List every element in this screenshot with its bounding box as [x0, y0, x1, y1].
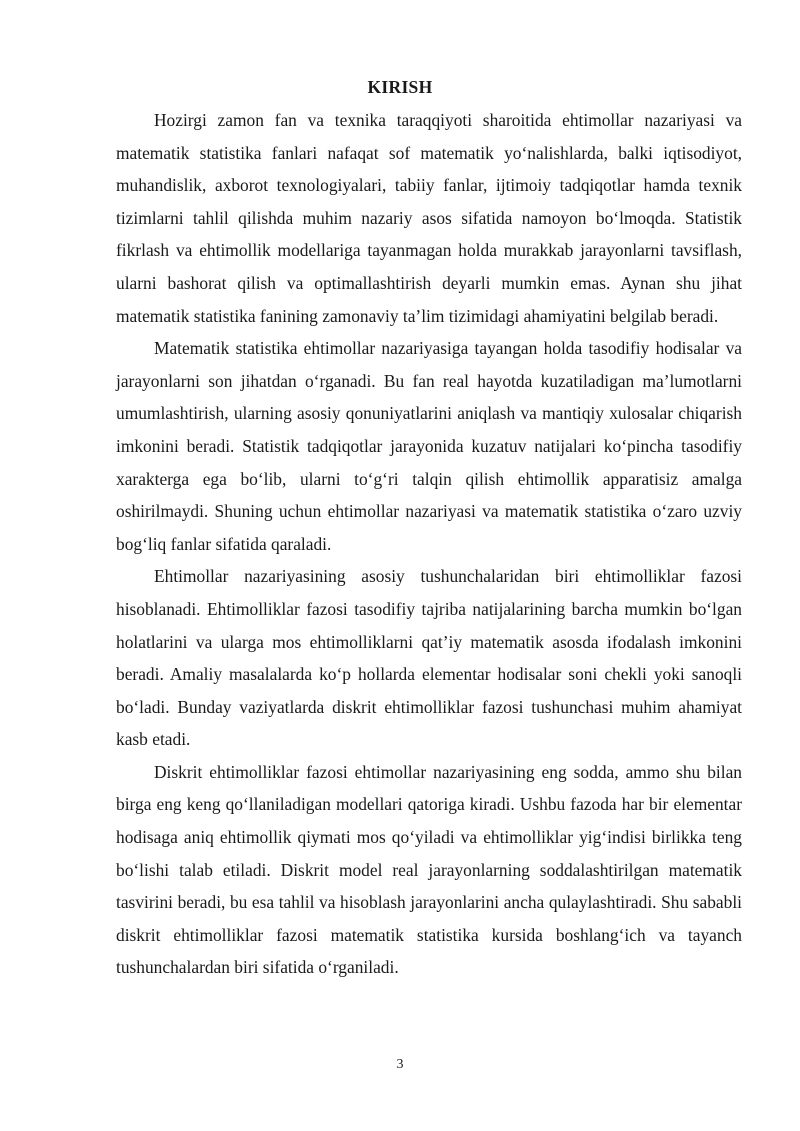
page-title: KIRISH [367, 77, 433, 97]
page-number: 3 [396, 1057, 404, 1072]
paragraph-3: Ehtimollar nazariyasining asosiy tushunchalaridan biri ehtimolliklar fazosi hisoblanadi. Ehtimolliklar fazosi tasodifiy tajriba natijalarining barcha mumkin bo‘lgan holatlarini va ularga mos ehtimolliklarni qat’iy matematik asosda ifodalash imkonini beradi. Amaliy masalalarda ko‘p hollarda elementar hodisalar soni chekli yoki sanoqli bo‘ladi. Bunday vaziyatlarda diskrit ehtimolliklar fazosi tushunchasi muhim ahamiyat kasb etadi. [116, 566, 742, 750]
body-text [116, 104, 742, 984]
paragraph-1: Hozirgi zamon fan va texnika taraqqiyoti sharoitida ehtimollar nazariyasi va matematik statistika fanlari nafaqat sof matematik yo‘nalishlarda, balki iqtisodiyot, muhandislik, axborot texnologiyalari, tabiiy fanlar, ijtimoiy tadqiqotlar hamda texnik tizimlarni tahlil qilishda muhim nazariy asos sifatida namoyon bo‘lmoqda. Statistik fikrlash va ehtimollik modellariga tayanmagan holda murakkab jarayonlarni tavsiflash, ularni bashorat qilish va optimallashtirish deyarli mumkin emas. Aynan shu jihat matematik statistika fanining zamonaviy ta’lim tizimidagi ahamiyatini belgilab beradi. [116, 110, 742, 326]
paragraph-4: Diskrit ehtimolliklar fazosi ehtimollar nazariyasining eng sodda, ammo shu bilan birga eng keng qo‘llaniladigan modellari qatoriga kiradi. Ushbu fazoda har bir elementar hodisaga aniq ehtimollik qiymati mos qo‘yiladi va ehtimolliklar yig‘indisi birlikka teng bo‘lishi talab etiladi. Diskrit model real jarayonlarning soddalashtirilgan matematik tasvirini beradi, bu esa tahlil va hisoblash jarayonlarini ancha qulaylashtiradi. Shu sababli diskrit ehtimolliklar fazosi matematik statistika kursida boshlang‘ich va tayanch tushunchalardan biri sifatida o‘rganiladi. [116, 761, 742, 978]
paragraph-2: Matematik statistika ehtimollar nazariyasiga tayangan holda tasodifiy hodisalar va jarayonlarni son jihatdan o‘rganadi. Bu fan real hayotda kuzatiladigan ma’lumotlarni umumlashtirish, ularning asosiy qonuniyatlarini aniqlash va mantiqiy xulosalar chiqarish imkonini beradi. Statistik tadqiqotlar jarayonida kuzatuv natijalari ko‘pincha tasodifiy xarakterga ega bo‘lib, ularni to‘g‘ri talqin qilish ehtimollik apparatisiz amalga oshirilmaydi. Shuning uchun ehtimollar nazariyasi va matematik statistika o‘zaro uzviy bog‘liq fanlar sifatida qaraladi. [116, 338, 742, 554]
